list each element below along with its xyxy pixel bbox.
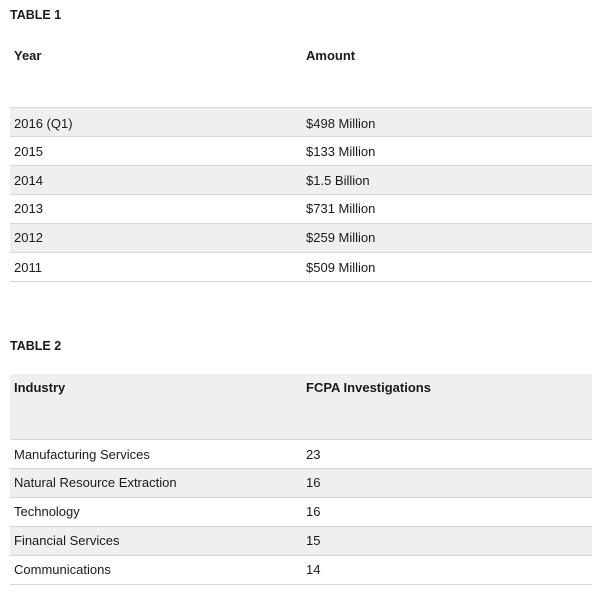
table2-cell-industry: Communications bbox=[14, 562, 111, 577]
table1-cell-amount: $1.5 Billion bbox=[306, 173, 370, 188]
table1-cell-year: 2014 bbox=[14, 173, 43, 188]
table2-cell-industry: Technology bbox=[14, 504, 80, 519]
table1-title: TABLE 1 bbox=[10, 8, 62, 22]
table1-header-amount: Amount bbox=[306, 48, 356, 63]
table1-cell-year: 2013 bbox=[14, 201, 43, 216]
table2-cell-count: 16 bbox=[306, 504, 321, 519]
table1-cell-amount: $498 Million bbox=[306, 116, 376, 131]
table2-cell-industry: Natural Resource Extraction bbox=[14, 475, 177, 490]
table-row bbox=[10, 555, 592, 585]
table-row bbox=[10, 252, 592, 282]
table-row bbox=[10, 107, 592, 137]
table-row bbox=[10, 468, 592, 498]
table2-cell-count: 14 bbox=[306, 562, 321, 577]
table1-cell-amount: $259 Million bbox=[306, 230, 376, 245]
table2-cell-count: 15 bbox=[306, 533, 321, 548]
table1-cell-amount: $731 Million bbox=[306, 201, 376, 216]
table1-header bbox=[10, 48, 592, 68]
table2-cell-industry: Manufacturing Services bbox=[14, 447, 150, 462]
table2-cell-count: 23 bbox=[306, 447, 321, 462]
table-row bbox=[10, 526, 592, 556]
table2-title: TABLE 2 bbox=[10, 339, 62, 353]
table1-cell-year: 2016 (Q1) bbox=[14, 116, 73, 131]
table1-cell-amount: $509 Million bbox=[306, 260, 376, 275]
table-row bbox=[10, 165, 592, 195]
table1-cell-year: 2015 bbox=[14, 144, 43, 159]
table2-cell-industry: Financial Services bbox=[14, 533, 120, 548]
table-row bbox=[10, 136, 592, 166]
table2-cell-count: 16 bbox=[306, 475, 321, 490]
table-row bbox=[10, 223, 592, 253]
table-row bbox=[10, 194, 592, 224]
table2-header-industry: Industry bbox=[14, 380, 66, 395]
table-row bbox=[10, 439, 592, 469]
table1-cell-amount: $133 Million bbox=[306, 144, 376, 159]
table2-header bbox=[10, 374, 592, 439]
table1-cell-year: 2012 bbox=[14, 230, 43, 245]
table-row bbox=[10, 497, 592, 527]
table1-header-year: Year bbox=[14, 48, 42, 63]
table1-cell-year: 2011 bbox=[14, 260, 42, 275]
table2-header-investigations: FCPA Investigations bbox=[306, 380, 431, 395]
